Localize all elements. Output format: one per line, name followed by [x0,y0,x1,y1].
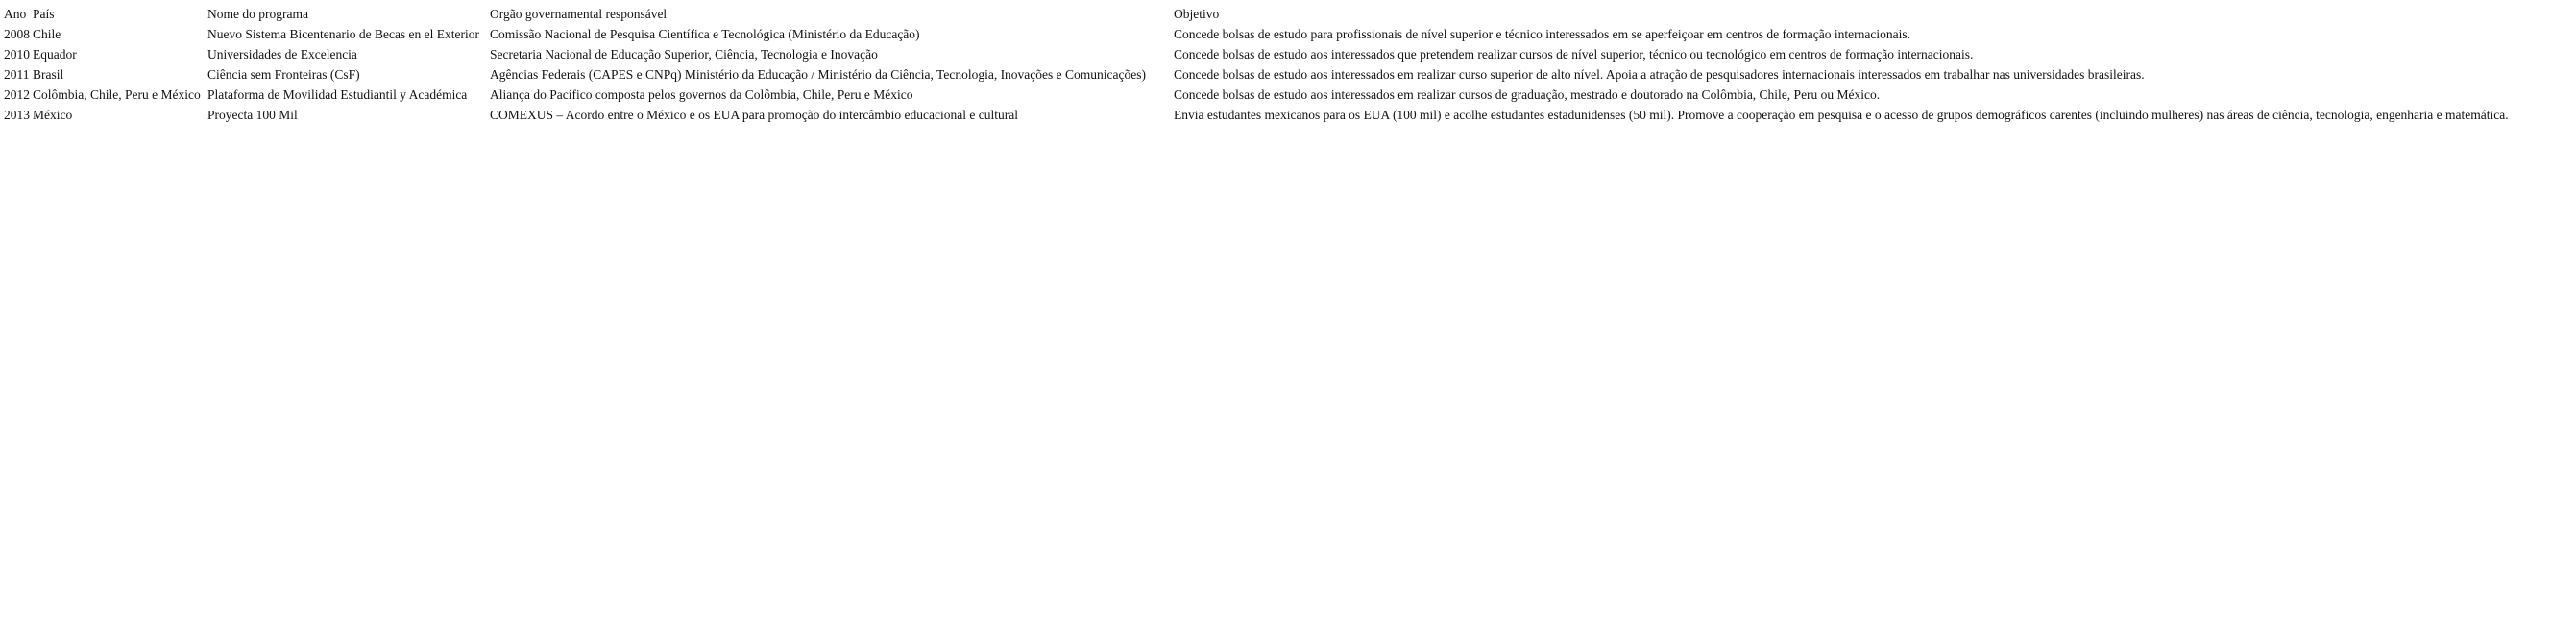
header-year: Ano [4,7,27,21]
cell-year: 2010 [4,47,30,62]
cell-year: 2008 [4,27,30,41]
cell-program-name: Proyecta 100 Mil [207,108,298,122]
cell-year: 2011 [4,67,30,82]
programs-table [4,4,2572,125]
header-program-name: Nome do programa [207,7,308,21]
cell-country: México [33,108,73,122]
cell-agency: Comissão Nacional de Pesquisa Científica e Tecnológica (Ministério da Educação) [490,27,920,41]
header-country: País [33,7,55,21]
table-row [4,85,2572,105]
table-row [4,64,2572,85]
cell-program-name: Universidades de Excelencia [207,47,357,62]
table-row [4,24,2572,44]
header-objective: Objetivo [1174,7,1220,21]
cell-program-name: Plataforma de Movilidad Estudiantil y Académica [207,87,468,102]
cell-program-name: Nuevo Sistema Bicentenario de Becas en el Exterior [207,27,480,41]
cell-objective: Envia estudantes mexicanos para os EUA (100 mil) e acolhe estudantes estadunidenses (50 mil). Promove a cooperação em pesquisa e o acesso de grupos demográficos carentes (incluindo mulheres) nas áreas de ciência, tecnologia, engenharia e matemática. [1174,108,2509,122]
table-row [4,105,2572,125]
cell-agency: Agências Federais (CAPES e CNPq) Ministério da Educação / Ministério da Ciência, Tecnologia, Inovações e Comunicações) [490,67,1147,82]
table-row [4,44,2572,64]
cell-objective: Concede bolsas de estudo aos interessados que pretendem realizar cursos de nível superior, técnico ou tecnológico em centros de formação internacionais. [1174,47,1974,62]
cell-agency: COMEXUS – Acordo entre o México e os EUA para promoção do intercâmbio educacional e cultural [490,108,1018,122]
cell-country: Colômbia, Chile, Peru e México [33,87,201,102]
cell-agency: Aliança do Pacífico composta pelos governos da Colômbia, Chile, Peru e México [490,87,913,102]
table-body [4,24,2572,125]
cell-year: 2013 [4,108,30,122]
cell-agency: Secretaria Nacional de Educação Superior, Ciência, Tecnologia e Inovação [490,47,878,62]
cell-objective: Concede bolsas de estudo aos interessados em realizar cursos de graduação, mestrado e doutorado na Colômbia, Chile, Peru ou México. [1174,87,1881,102]
cell-country: Equador [33,47,77,62]
table-header [4,4,2572,24]
cell-year: 2012 [4,87,30,102]
cell-program-name: Ciência sem Fronteiras (CsF) [207,67,360,82]
cell-country: Chile [33,27,61,41]
header-agency: Orgão governamental responsável [490,7,668,21]
cell-country: Brasil [33,67,64,82]
header-row [4,4,2572,24]
cell-objective: Concede bolsas de estudo aos interessados em realizar curso superior de alto nível. Apoia a atração de pesquisadores internacionais interessados em trabalhar nas universidades brasileiras. [1174,67,2145,82]
cell-objective: Concede bolsas de estudo para profissionais de nível superior e técnico interessados em se aperfeiçoar em centros de formação internacionais. [1174,27,1910,41]
